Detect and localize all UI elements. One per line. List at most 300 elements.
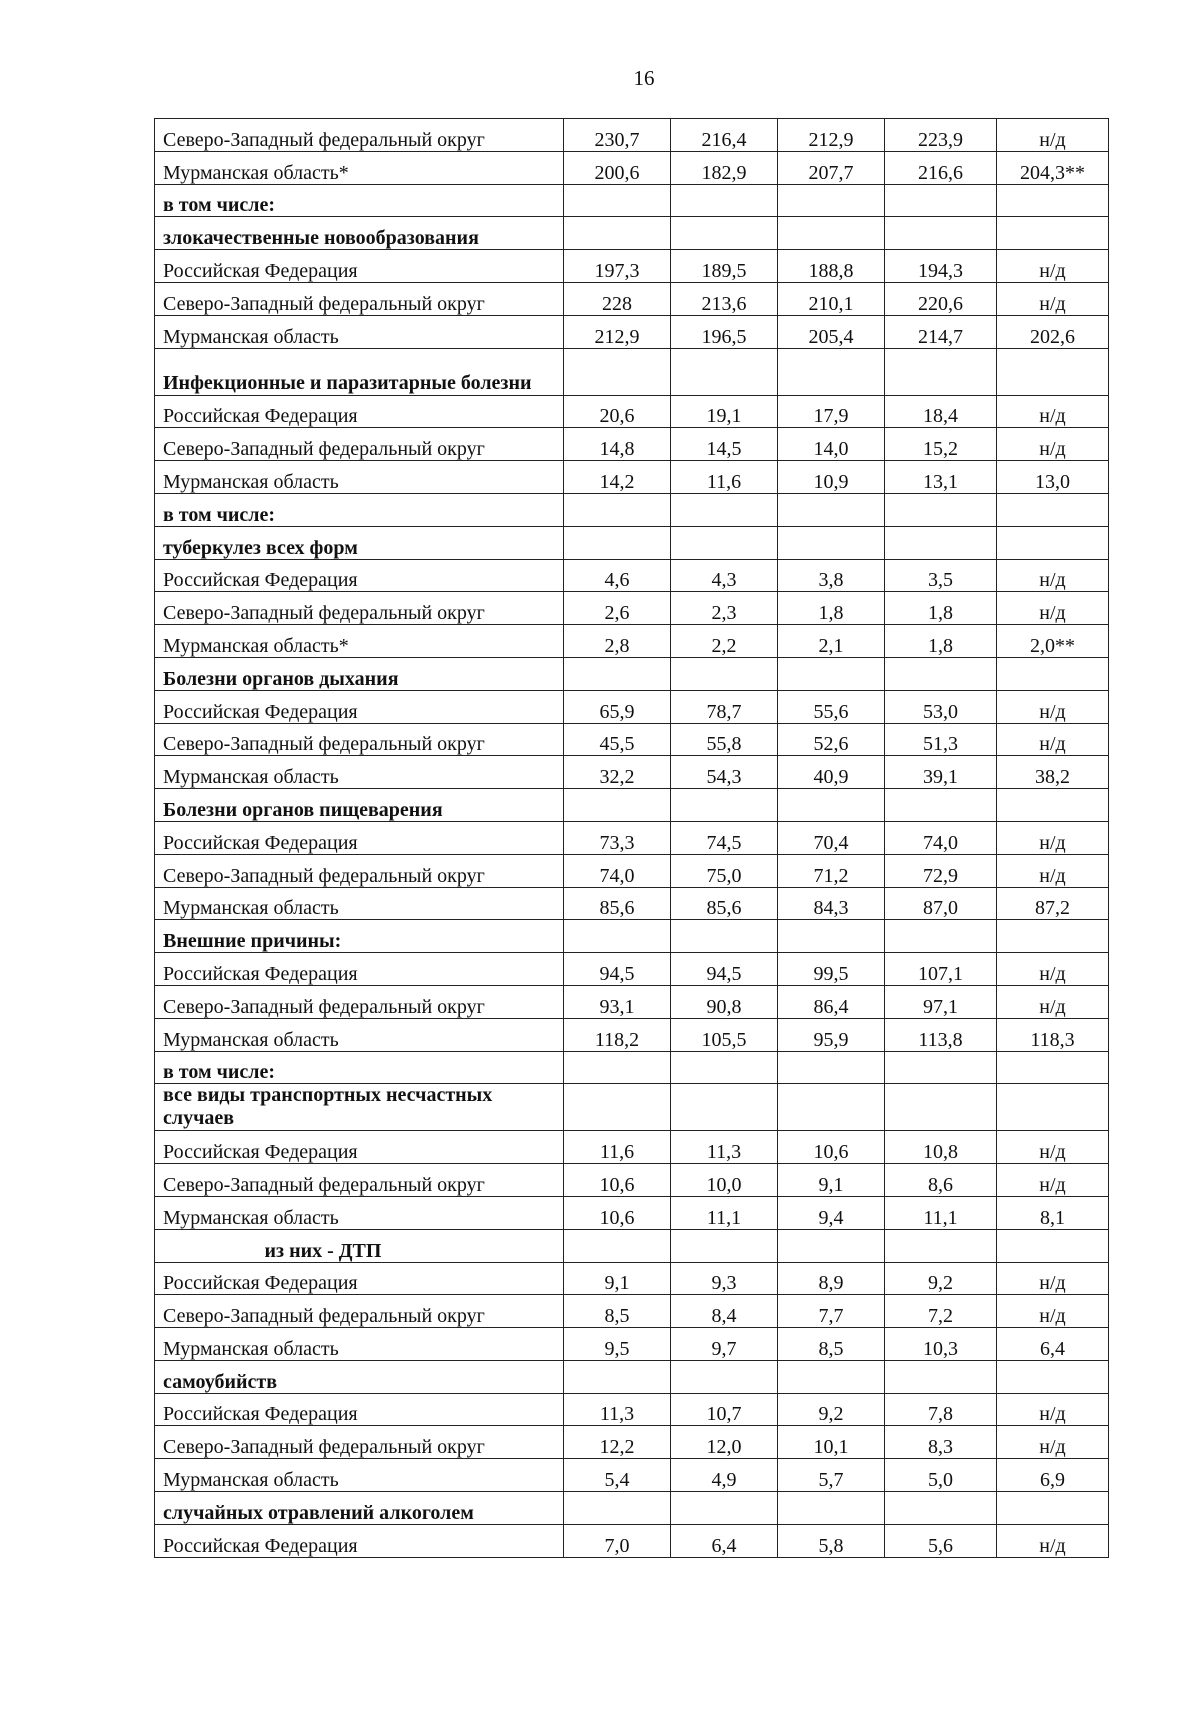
row-label: Северо-Западный федеральный округ bbox=[155, 1426, 564, 1459]
section-label: Болезни органов дыхания bbox=[155, 657, 564, 690]
row-label: Северо-Западный федеральный округ bbox=[155, 854, 564, 887]
value-cell: н/д bbox=[997, 854, 1109, 887]
value-cell bbox=[885, 1229, 997, 1262]
value-cell bbox=[885, 1360, 997, 1393]
value-cell bbox=[778, 789, 885, 822]
value-cell bbox=[564, 1051, 671, 1084]
value-cell: 11,6 bbox=[671, 461, 778, 494]
section-label: злокачественные новообразования bbox=[155, 217, 564, 250]
value-cell: 11,1 bbox=[885, 1196, 997, 1229]
value-cell: 13,1 bbox=[885, 461, 997, 494]
value-cell: 9,4 bbox=[778, 1196, 885, 1229]
value-cell: 216,6 bbox=[885, 151, 997, 184]
table-row bbox=[155, 887, 1109, 920]
value-cell: 11,6 bbox=[564, 1131, 671, 1164]
value-cell bbox=[564, 1492, 671, 1525]
section-header-row bbox=[155, 526, 1109, 559]
value-cell: 5,0 bbox=[885, 1459, 997, 1492]
section-header-row bbox=[155, 217, 1109, 250]
value-cell bbox=[778, 493, 885, 526]
value-cell: 3,8 bbox=[778, 559, 885, 592]
table-row bbox=[155, 1459, 1109, 1492]
value-cell: 2,8 bbox=[564, 625, 671, 658]
row-label: Мурманская область bbox=[155, 1196, 564, 1229]
row-label: Российская Федерация bbox=[155, 821, 564, 854]
value-cell: 207,7 bbox=[778, 151, 885, 184]
section-header-row bbox=[155, 1084, 1109, 1131]
section-label: в том числе: bbox=[155, 1051, 564, 1084]
table-row bbox=[155, 1393, 1109, 1426]
value-cell bbox=[778, 1084, 885, 1131]
table-row bbox=[155, 854, 1109, 887]
value-cell bbox=[885, 493, 997, 526]
value-cell: н/д bbox=[997, 1262, 1109, 1295]
value-cell: 6,9 bbox=[997, 1459, 1109, 1492]
table-row bbox=[155, 625, 1109, 658]
value-cell: 7,0 bbox=[564, 1524, 671, 1557]
row-label: Российская Федерация bbox=[155, 1524, 564, 1557]
row-label: Российская Федерация bbox=[155, 953, 564, 986]
row-label: Северо-Западный федеральный округ bbox=[155, 1164, 564, 1197]
value-cell: н/д bbox=[997, 395, 1109, 428]
value-cell: 11,3 bbox=[671, 1131, 778, 1164]
table-row bbox=[155, 151, 1109, 184]
value-cell: 14,5 bbox=[671, 428, 778, 461]
value-cell: 55,6 bbox=[778, 690, 885, 723]
value-cell: 14,0 bbox=[778, 428, 885, 461]
row-label: Северо-Западный федеральный округ bbox=[155, 985, 564, 1018]
value-cell: 90,8 bbox=[671, 985, 778, 1018]
value-cell: н/д bbox=[997, 592, 1109, 625]
value-cell: 74,0 bbox=[564, 854, 671, 887]
value-cell bbox=[564, 217, 671, 250]
value-cell bbox=[778, 184, 885, 217]
section-header-row bbox=[155, 493, 1109, 526]
value-cell: 8,5 bbox=[778, 1328, 885, 1361]
value-cell bbox=[885, 217, 997, 250]
value-cell bbox=[778, 1051, 885, 1084]
value-cell: 1,8 bbox=[885, 625, 997, 658]
value-cell: 196,5 bbox=[671, 315, 778, 348]
value-cell: 212,9 bbox=[778, 119, 885, 152]
table-body bbox=[155, 119, 1109, 1558]
value-cell bbox=[778, 348, 885, 395]
value-cell: 205,4 bbox=[778, 315, 885, 348]
table-row bbox=[155, 1018, 1109, 1051]
section-header-row bbox=[155, 1229, 1109, 1262]
value-cell: 194,3 bbox=[885, 250, 997, 283]
value-cell: 2,2 bbox=[671, 625, 778, 658]
row-label: Российская Федерация bbox=[155, 1131, 564, 1164]
value-cell: 2,6 bbox=[564, 592, 671, 625]
value-cell: 9,2 bbox=[885, 1262, 997, 1295]
table-row bbox=[155, 1164, 1109, 1197]
value-cell bbox=[564, 493, 671, 526]
table-row bbox=[155, 1328, 1109, 1361]
value-cell: 7,2 bbox=[885, 1295, 997, 1328]
value-cell: 85,6 bbox=[564, 887, 671, 920]
section-header-row bbox=[155, 348, 1109, 395]
value-cell: 10,3 bbox=[885, 1328, 997, 1361]
value-cell bbox=[564, 920, 671, 953]
value-cell: 5,8 bbox=[778, 1524, 885, 1557]
value-cell: 85,6 bbox=[671, 887, 778, 920]
value-cell bbox=[671, 493, 778, 526]
section-label: Инфекционные и паразитарные болезни bbox=[155, 348, 564, 395]
value-cell bbox=[671, 184, 778, 217]
value-cell bbox=[885, 526, 997, 559]
section-label: случайных отравлений алкоголем bbox=[155, 1492, 564, 1525]
value-cell: 10,1 bbox=[778, 1426, 885, 1459]
value-cell: 105,5 bbox=[671, 1018, 778, 1051]
value-cell: 220,6 bbox=[885, 282, 997, 315]
table-row bbox=[155, 282, 1109, 315]
value-cell: 84,3 bbox=[778, 887, 885, 920]
value-cell: н/д bbox=[997, 953, 1109, 986]
value-cell: 204,3** bbox=[997, 151, 1109, 184]
value-cell: 51,3 bbox=[885, 723, 997, 756]
value-cell: 87,2 bbox=[997, 887, 1109, 920]
value-cell bbox=[564, 657, 671, 690]
value-cell: 4,6 bbox=[564, 559, 671, 592]
value-cell bbox=[885, 789, 997, 822]
section-label: самоубийств bbox=[155, 1360, 564, 1393]
row-label: Российская Федерация bbox=[155, 1262, 564, 1295]
value-cell: 97,1 bbox=[885, 985, 997, 1018]
value-cell: 53,0 bbox=[885, 690, 997, 723]
value-cell: 214,7 bbox=[885, 315, 997, 348]
row-label: Северо-Западный федеральный округ bbox=[155, 119, 564, 152]
value-cell: 9,7 bbox=[671, 1328, 778, 1361]
value-cell: 55,8 bbox=[671, 723, 778, 756]
value-cell bbox=[997, 217, 1109, 250]
value-cell bbox=[997, 1492, 1109, 1525]
value-cell: 113,8 bbox=[885, 1018, 997, 1051]
value-cell bbox=[885, 184, 997, 217]
value-cell bbox=[671, 217, 778, 250]
value-cell: 94,5 bbox=[564, 953, 671, 986]
value-cell: н/д bbox=[997, 1426, 1109, 1459]
value-cell: 2,1 bbox=[778, 625, 885, 658]
value-cell bbox=[778, 526, 885, 559]
value-cell: 2,0** bbox=[997, 625, 1109, 658]
table-row bbox=[155, 250, 1109, 283]
value-cell: 2,3 bbox=[671, 592, 778, 625]
value-cell: 74,0 bbox=[885, 821, 997, 854]
value-cell bbox=[564, 526, 671, 559]
value-cell: 197,3 bbox=[564, 250, 671, 283]
value-cell: 52,6 bbox=[778, 723, 885, 756]
row-label: Северо-Западный федеральный округ bbox=[155, 723, 564, 756]
value-cell: 5,6 bbox=[885, 1524, 997, 1557]
row-label: Северо-Западный федеральный округ bbox=[155, 1295, 564, 1328]
page-number: 16 bbox=[633, 66, 655, 90]
value-cell bbox=[671, 1360, 778, 1393]
section-label: в том числе: bbox=[155, 184, 564, 217]
value-cell bbox=[997, 920, 1109, 953]
row-label: Мурманская область bbox=[155, 756, 564, 789]
value-cell: н/д bbox=[997, 119, 1109, 152]
row-label: Российская Федерация bbox=[155, 559, 564, 592]
value-cell: 8,4 bbox=[671, 1295, 778, 1328]
section-header-row bbox=[155, 184, 1109, 217]
value-cell: 17,9 bbox=[778, 395, 885, 428]
section-label: из них - ДТП bbox=[155, 1229, 564, 1262]
value-cell: 95,9 bbox=[778, 1018, 885, 1051]
value-cell: 12,2 bbox=[564, 1426, 671, 1459]
value-cell: н/д bbox=[997, 1524, 1109, 1557]
value-cell: 9,1 bbox=[778, 1164, 885, 1197]
row-label: Мурманская область bbox=[155, 315, 564, 348]
value-cell bbox=[671, 789, 778, 822]
value-cell: н/д bbox=[997, 1131, 1109, 1164]
value-cell: 1,8 bbox=[778, 592, 885, 625]
row-label: Северо-Западный федеральный округ bbox=[155, 592, 564, 625]
value-cell bbox=[671, 1492, 778, 1525]
section-header-row bbox=[155, 1492, 1109, 1525]
section-label: в том числе: bbox=[155, 493, 564, 526]
value-cell bbox=[885, 1492, 997, 1525]
row-label: Северо-Западный федеральный округ bbox=[155, 282, 564, 315]
value-cell: 7,8 bbox=[885, 1393, 997, 1426]
value-cell bbox=[671, 1229, 778, 1262]
value-cell: 212,9 bbox=[564, 315, 671, 348]
value-cell bbox=[778, 657, 885, 690]
value-cell: 13,0 bbox=[997, 461, 1109, 494]
section-header-row bbox=[155, 657, 1109, 690]
value-cell: 8,3 bbox=[885, 1426, 997, 1459]
row-label: Мурманская область bbox=[155, 1459, 564, 1492]
section-label: Внешние причины: bbox=[155, 920, 564, 953]
section-header-row bbox=[155, 920, 1109, 953]
value-cell: 118,3 bbox=[997, 1018, 1109, 1051]
value-cell bbox=[671, 348, 778, 395]
table-row bbox=[155, 1262, 1109, 1295]
value-cell: 32,2 bbox=[564, 756, 671, 789]
value-cell bbox=[671, 920, 778, 953]
value-cell: 39,1 bbox=[885, 756, 997, 789]
value-cell: 188,8 bbox=[778, 250, 885, 283]
value-cell: н/д bbox=[997, 1164, 1109, 1197]
row-label: Российская Федерация bbox=[155, 250, 564, 283]
value-cell: 12,0 bbox=[671, 1426, 778, 1459]
table-row bbox=[155, 1426, 1109, 1459]
value-cell bbox=[564, 789, 671, 822]
value-cell bbox=[997, 1051, 1109, 1084]
mortality-table bbox=[154, 118, 1109, 1558]
table-row bbox=[155, 821, 1109, 854]
value-cell: 8,5 bbox=[564, 1295, 671, 1328]
row-label: Российская Федерация bbox=[155, 395, 564, 428]
value-cell: 118,2 bbox=[564, 1018, 671, 1051]
section-label: туберкулез всех форм bbox=[155, 526, 564, 559]
table-row bbox=[155, 428, 1109, 461]
value-cell: 99,5 bbox=[778, 953, 885, 986]
row-label: Российская Федерация bbox=[155, 1393, 564, 1426]
value-cell: 6,4 bbox=[671, 1524, 778, 1557]
value-cell: н/д bbox=[997, 282, 1109, 315]
value-cell: н/д bbox=[997, 690, 1109, 723]
value-cell: н/д bbox=[997, 821, 1109, 854]
value-cell: 93,1 bbox=[564, 985, 671, 1018]
row-label: Мурманская область bbox=[155, 461, 564, 494]
value-cell: 38,2 bbox=[997, 756, 1109, 789]
value-cell: 10,6 bbox=[564, 1164, 671, 1197]
value-cell: 10,9 bbox=[778, 461, 885, 494]
value-cell bbox=[671, 1084, 778, 1131]
value-cell bbox=[885, 1051, 997, 1084]
table-row bbox=[155, 1196, 1109, 1229]
value-cell bbox=[997, 789, 1109, 822]
value-cell: н/д bbox=[997, 985, 1109, 1018]
table-row bbox=[155, 461, 1109, 494]
value-cell: 71,2 bbox=[778, 854, 885, 887]
value-cell bbox=[671, 1051, 778, 1084]
value-cell: 210,1 bbox=[778, 282, 885, 315]
value-cell: н/д bbox=[997, 1393, 1109, 1426]
row-label: Мурманская область bbox=[155, 887, 564, 920]
value-cell bbox=[997, 657, 1109, 690]
value-cell: 8,1 bbox=[997, 1196, 1109, 1229]
table-row bbox=[155, 985, 1109, 1018]
value-cell: 10,0 bbox=[671, 1164, 778, 1197]
value-cell: 86,4 bbox=[778, 985, 885, 1018]
table-row bbox=[155, 1131, 1109, 1164]
value-cell: 75,0 bbox=[671, 854, 778, 887]
row-label: Российская Федерация bbox=[155, 690, 564, 723]
value-cell: 230,7 bbox=[564, 119, 671, 152]
section-label: Болезни органов пищеварения bbox=[155, 789, 564, 822]
value-cell: 45,5 bbox=[564, 723, 671, 756]
value-cell: 202,6 bbox=[997, 315, 1109, 348]
value-cell: 14,8 bbox=[564, 428, 671, 461]
value-cell: 200,6 bbox=[564, 151, 671, 184]
value-cell bbox=[997, 1084, 1109, 1131]
value-cell: 14,2 bbox=[564, 461, 671, 494]
table-row bbox=[155, 723, 1109, 756]
row-label: Мурманская область bbox=[155, 1018, 564, 1051]
value-cell: 54,3 bbox=[671, 756, 778, 789]
value-cell bbox=[564, 1084, 671, 1131]
value-cell bbox=[997, 493, 1109, 526]
value-cell bbox=[564, 1229, 671, 1262]
table-row bbox=[155, 953, 1109, 986]
table-row bbox=[155, 119, 1109, 152]
value-cell: 3,5 bbox=[885, 559, 997, 592]
value-cell bbox=[885, 920, 997, 953]
value-cell: 9,2 bbox=[778, 1393, 885, 1426]
table-row bbox=[155, 690, 1109, 723]
value-cell: 4,3 bbox=[671, 559, 778, 592]
value-cell: 19,1 bbox=[671, 395, 778, 428]
value-cell bbox=[671, 657, 778, 690]
value-cell: 40,9 bbox=[778, 756, 885, 789]
value-cell: 74,5 bbox=[671, 821, 778, 854]
value-cell: 10,6 bbox=[564, 1196, 671, 1229]
value-cell: 189,5 bbox=[671, 250, 778, 283]
value-cell: 87,0 bbox=[885, 887, 997, 920]
value-cell: 10,7 bbox=[671, 1393, 778, 1426]
value-cell: н/д bbox=[997, 250, 1109, 283]
value-cell: 10,6 bbox=[778, 1131, 885, 1164]
value-cell bbox=[564, 184, 671, 217]
value-cell: 216,4 bbox=[671, 119, 778, 152]
value-cell: 70,4 bbox=[778, 821, 885, 854]
value-cell: 10,8 bbox=[885, 1131, 997, 1164]
table-row bbox=[155, 395, 1109, 428]
value-cell bbox=[778, 217, 885, 250]
value-cell bbox=[564, 348, 671, 395]
row-label: Северо-Западный федеральный округ bbox=[155, 428, 564, 461]
value-cell bbox=[671, 526, 778, 559]
value-cell: 9,5 bbox=[564, 1328, 671, 1361]
value-cell bbox=[885, 1084, 997, 1131]
value-cell: 20,6 bbox=[564, 395, 671, 428]
value-cell: н/д bbox=[997, 1295, 1109, 1328]
value-cell bbox=[885, 348, 997, 395]
section-header-row bbox=[155, 1051, 1109, 1084]
value-cell: 15,2 bbox=[885, 428, 997, 461]
value-cell: 18,4 bbox=[885, 395, 997, 428]
row-label: Мурманская область* bbox=[155, 151, 564, 184]
section-header-row bbox=[155, 789, 1109, 822]
value-cell: 94,5 bbox=[671, 953, 778, 986]
value-cell: 72,9 bbox=[885, 854, 997, 887]
table-row bbox=[155, 1295, 1109, 1328]
value-cell: 9,3 bbox=[671, 1262, 778, 1295]
value-cell bbox=[997, 1360, 1109, 1393]
value-cell: 223,9 bbox=[885, 119, 997, 152]
table-row bbox=[155, 592, 1109, 625]
value-cell bbox=[885, 657, 997, 690]
value-cell: 11,3 bbox=[564, 1393, 671, 1426]
value-cell: 107,1 bbox=[885, 953, 997, 986]
value-cell bbox=[778, 1229, 885, 1262]
value-cell bbox=[778, 1492, 885, 1525]
value-cell: 9,1 bbox=[564, 1262, 671, 1295]
value-cell: 65,9 bbox=[564, 690, 671, 723]
section-label: все виды транспортных несчастных случаев bbox=[155, 1084, 564, 1131]
value-cell: 5,7 bbox=[778, 1459, 885, 1492]
section-header-row bbox=[155, 1360, 1109, 1393]
row-label: Мурманская область* bbox=[155, 625, 564, 658]
value-cell bbox=[564, 1360, 671, 1393]
value-cell: 1,8 bbox=[885, 592, 997, 625]
value-cell: 78,7 bbox=[671, 690, 778, 723]
value-cell bbox=[778, 1360, 885, 1393]
table-row bbox=[155, 559, 1109, 592]
value-cell: 73,3 bbox=[564, 821, 671, 854]
value-cell: 4,9 bbox=[671, 1459, 778, 1492]
row-label: Мурманская область bbox=[155, 1328, 564, 1361]
value-cell bbox=[997, 526, 1109, 559]
value-cell bbox=[997, 1229, 1109, 1262]
value-cell: 6,4 bbox=[997, 1328, 1109, 1361]
value-cell: 213,6 bbox=[671, 282, 778, 315]
value-cell: 8,6 bbox=[885, 1164, 997, 1197]
table-row bbox=[155, 315, 1109, 348]
value-cell: 11,1 bbox=[671, 1196, 778, 1229]
value-cell: 8,9 bbox=[778, 1262, 885, 1295]
value-cell: н/д bbox=[997, 723, 1109, 756]
value-cell bbox=[997, 348, 1109, 395]
value-cell bbox=[997, 184, 1109, 217]
table-row bbox=[155, 756, 1109, 789]
value-cell: н/д bbox=[997, 428, 1109, 461]
value-cell: 228 bbox=[564, 282, 671, 315]
table-row bbox=[155, 1524, 1109, 1557]
value-cell: 5,4 bbox=[564, 1459, 671, 1492]
